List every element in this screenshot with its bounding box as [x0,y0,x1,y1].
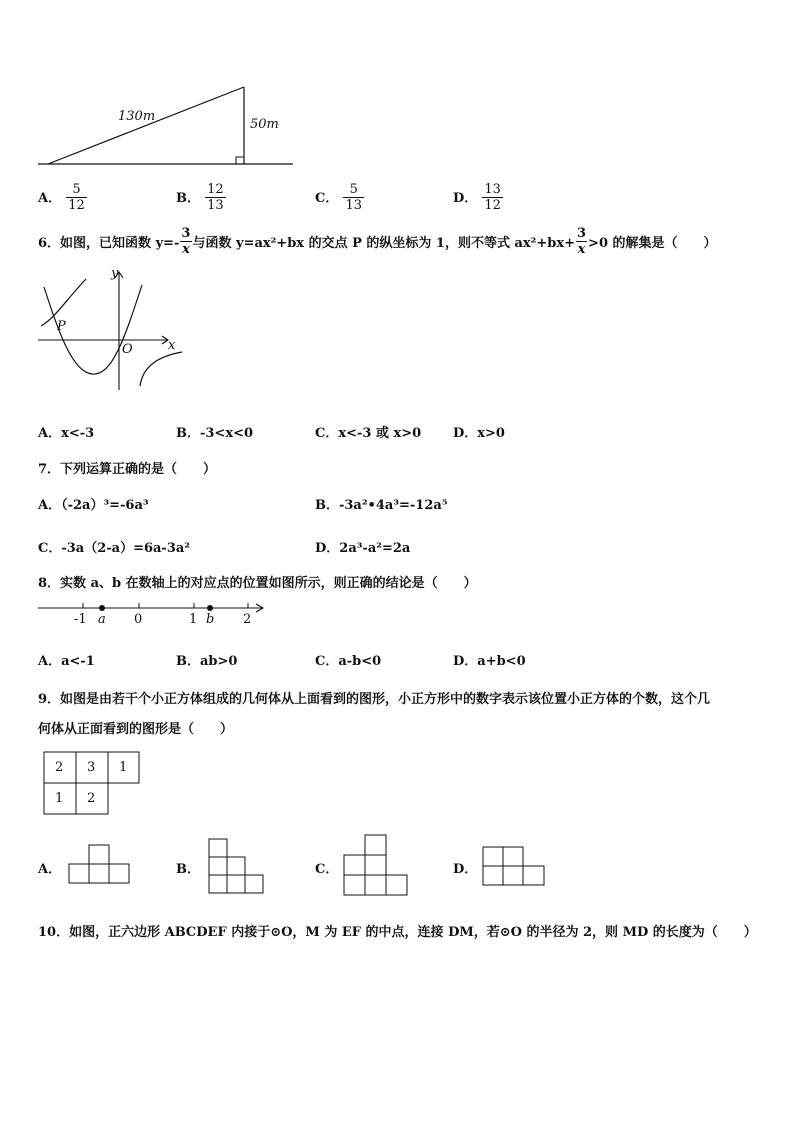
q10-stem: 10．如图，正六边形 ABCDEF 内接于⊙O，M 为 EF 的中点，连接 DM，若⊙O 的半径为 2，则 MD 的长度为（ ） [38,925,757,940]
q8-option-b[interactable]: B．ab>0 [176,654,238,669]
fraction: $\frac{12}{13}$ [207,182,224,213]
q7-option-c[interactable]: C．-3a（2-a）=6a-3a² [38,541,190,556]
q6-point-p-label: P [57,319,66,334]
q6-stem: 6．如图，已知函数 y=- $\frac{3}{x}$ 与函数 y=ax²+bx 的交点 P 的纵坐标为 1，则不等式 ax²+bx+ $\frac{3}{x}$ >0 的解集是（ ） [38,226,717,257]
q6-option-a[interactable]: A．x<-3 [38,426,95,441]
q8-tick-0: 0 [134,612,143,627]
fraction: $\frac{5}{13}$ [345,182,362,213]
q6-x-axis-label: x [168,338,176,353]
q8-tick-neg1: -1 [74,612,87,627]
q9-grid-cell: 1 [55,791,64,806]
q8-option-c[interactable]: C．a-b<0 [315,654,382,669]
q9-option-d[interactable]: D． [453,862,478,877]
q8-point-b-label: b [206,612,215,627]
fraction: $\frac{5}{12}$ [68,182,85,213]
q7-stem: 7．下列运算正确的是（ ） [38,462,217,477]
q9-grid-cell: 2 [87,791,96,806]
fraction: $\frac{3}{x}$ [181,226,191,257]
q6-origin-label: O [122,342,133,357]
q9-option-c[interactable]: C． [315,862,339,877]
q5-leg-label: 50m [250,117,279,132]
q8-tick-2: 2 [243,612,252,627]
q7-option-d[interactable]: D．2a³-a²=2a [315,541,411,556]
q6-option-c[interactable]: C．x<-3 或 x>0 [315,426,422,441]
q9-grid-cell: 1 [119,760,128,775]
option-letter: C． [315,191,339,206]
q8-option-a[interactable]: A．a<-1 [38,654,95,669]
q9-option-a[interactable]: A． [38,862,62,877]
q5-hypotenuse-label: 130m [118,109,156,124]
q8-tick-1: 1 [189,612,198,627]
option-letter: B． [176,191,200,206]
q9-option-b[interactable]: B． [176,862,200,877]
q7-option-a[interactable]: A．（-2a）³=-6a³ [38,498,149,513]
fraction: $\frac{13}{12}$ [484,182,501,213]
q7-option-b[interactable]: B．-3a²•4a³=-12a⁵ [315,498,448,513]
q6-option-d[interactable]: D．x>0 [453,426,505,441]
fraction: $\frac{3}{x}$ [577,226,587,257]
q6-y-axis-label: y [111,266,119,281]
q9-grid-cell: 3 [87,760,96,775]
q9-stem-line1: 9．如图是由若干个小正方体组成的几何体从上面看到的图形，小正方形中的数字表示该位置小正方体的个数，这个几 [38,692,711,707]
q8-point-a-label: a [98,612,106,627]
q8-stem: 8．实数 a、b 在数轴上的对应点的位置如图所示，则正确的结论是（ ） [38,576,477,591]
q8-option-d[interactable]: D．a+b<0 [453,654,526,669]
q6-option-b[interactable]: B．-3<x<0 [176,426,254,441]
option-letter: D． [453,191,478,206]
option-letter: A． [38,191,62,206]
q9-grid-cell: 2 [55,760,64,775]
q9-stem-line2: 何体从正面看到的图形是（ ） [38,722,234,737]
